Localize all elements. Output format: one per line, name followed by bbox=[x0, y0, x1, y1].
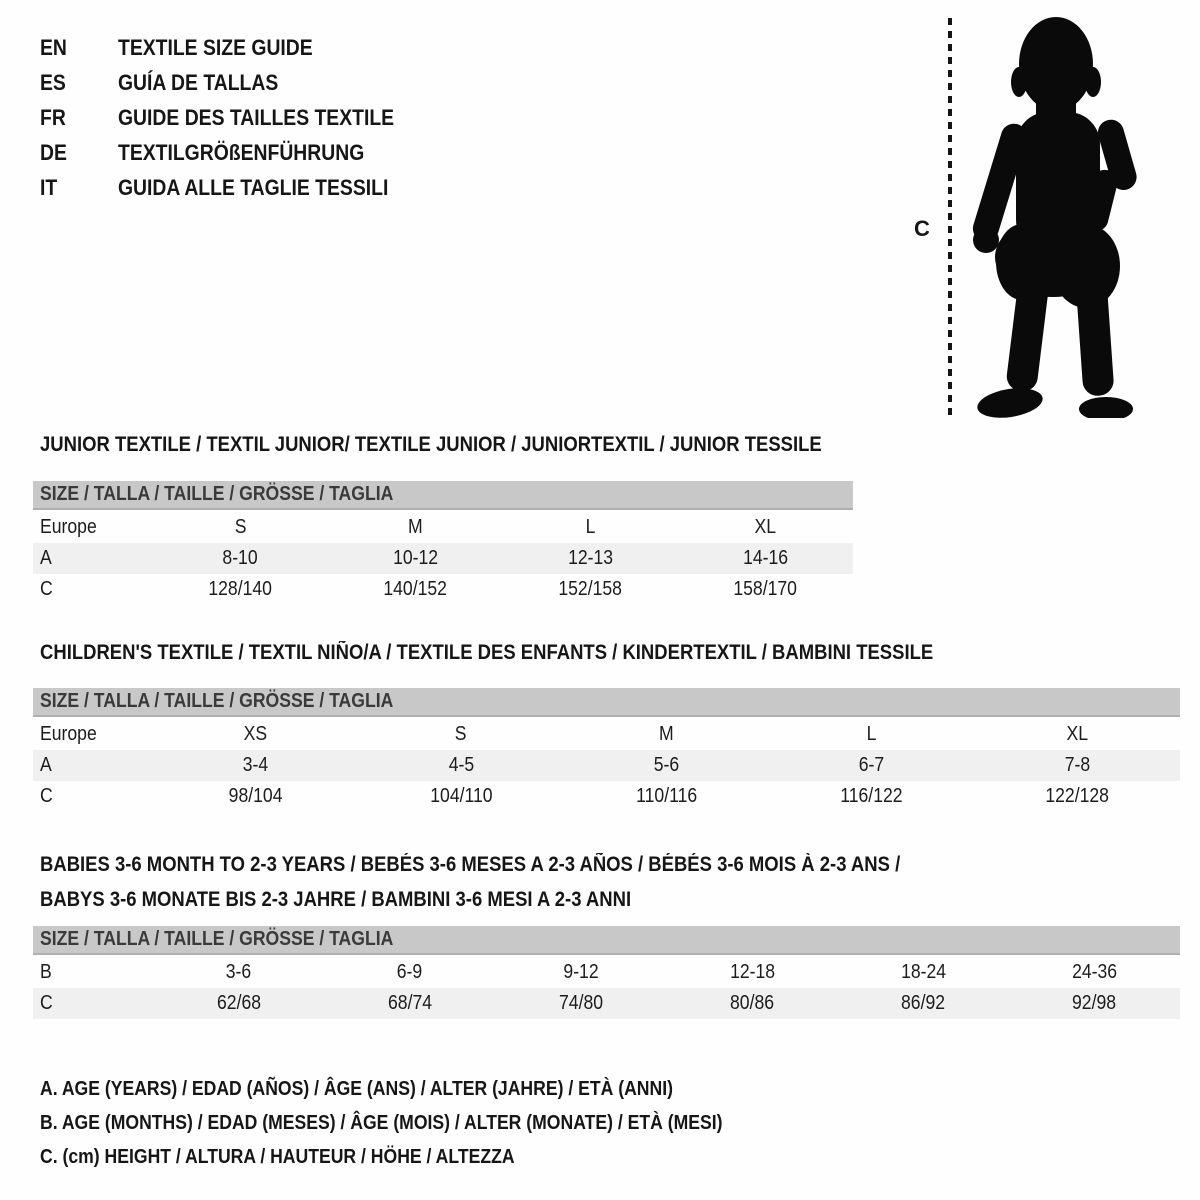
cell: 74/80 bbox=[558, 992, 603, 1014]
section-title-junior: JUNIOR TEXTILE / TEXTIL JUNIOR/ TEXTILE JUNIOR / JUNIORTEXTIL / JUNIOR TESSILE bbox=[40, 433, 822, 456]
cell: 6-7 bbox=[859, 754, 885, 776]
language-label: GUIDE DES TAILLES TEXTILE bbox=[118, 104, 395, 130]
row-label: C bbox=[40, 992, 53, 1014]
cell: L bbox=[866, 723, 877, 745]
section-title-children: CHILDREN'S TEXTILE / TEXTIL NIÑO/A / TEXTILE DES ENFANTS / KINDERTEXTIL / BAMBINI TESSILE bbox=[40, 641, 934, 664]
row-label: B bbox=[40, 961, 52, 983]
cell: 122/128 bbox=[1045, 785, 1110, 807]
baby-silhouette-icon bbox=[958, 12, 1142, 418]
size-header-band bbox=[33, 688, 1180, 717]
legend-line-a: A. AGE (YEARS) / EDAD (AÑOS) / ÂGE (ANS) / ALTER (JAHRE) / ETÀ (ANNI) bbox=[40, 1078, 673, 1100]
cell: 140/152 bbox=[383, 578, 448, 600]
babies-title-line1: BABIES 3-6 MONTH TO 2-3 YEARS / BEBÉS 3-6 MESES A 2-3 AÑOS / BÉBÉS 3-6 MOIS À 2-3 ANS / bbox=[40, 853, 901, 876]
table-row bbox=[33, 574, 853, 605]
cell: 10-12 bbox=[392, 547, 439, 569]
row-label: C bbox=[40, 785, 53, 807]
cell: L bbox=[585, 516, 596, 538]
size-header-band bbox=[33, 926, 1180, 955]
size-header-band bbox=[33, 481, 853, 510]
cell: S bbox=[234, 516, 247, 538]
cell: S bbox=[455, 723, 467, 745]
cell: 104/110 bbox=[429, 785, 493, 807]
cell: 18-24 bbox=[900, 961, 946, 983]
measure-label-c: C bbox=[914, 216, 930, 241]
table-row bbox=[33, 988, 1180, 1019]
language-code: ES bbox=[40, 69, 66, 95]
children-table bbox=[33, 688, 1180, 812]
size-header-label: SIZE / TALLA / TAILLE / GRÖSSE / TAGLIA bbox=[40, 690, 394, 712]
cell: 4-5 bbox=[448, 754, 474, 776]
cell: 12-13 bbox=[567, 547, 614, 569]
language-row bbox=[40, 135, 432, 170]
legend-line-c: C. (cm) HEIGHT / ALTURA / HAUTEUR / HÖHE / ALTEZZA bbox=[40, 1146, 515, 1168]
cell: 62/68 bbox=[216, 992, 261, 1014]
cell: 110/116 bbox=[635, 785, 697, 807]
language-row bbox=[40, 100, 432, 135]
language-label: TEXTILGRÖßENFÜHRUNG bbox=[118, 139, 365, 165]
cell: 9-12 bbox=[563, 961, 599, 983]
cell: 3-6 bbox=[225, 961, 252, 983]
size-header-label: SIZE / TALLA / TAILLE / GRÖSSE / TAGLIA bbox=[40, 483, 394, 505]
cell: 80/86 bbox=[730, 992, 775, 1014]
language-code: EN bbox=[40, 34, 67, 60]
language-label: TEXTILE SIZE GUIDE bbox=[118, 34, 313, 60]
row-label: Europe bbox=[40, 723, 97, 745]
cell: 12-18 bbox=[729, 961, 775, 983]
row-label: A bbox=[40, 754, 52, 776]
language-row bbox=[40, 170, 432, 205]
cell: XL bbox=[1066, 723, 1089, 745]
cell: XL bbox=[754, 516, 777, 538]
cell: 86/92 bbox=[901, 992, 946, 1014]
language-label: GUÍA DE TALLAS bbox=[118, 69, 279, 95]
babies-title-line2: BABYS 3-6 MONATE BIS 2-3 JAHRE / BAMBINI 3-6 MESI A 2-3 ANNI bbox=[40, 888, 632, 911]
legend bbox=[40, 1072, 816, 1174]
row-label: A bbox=[40, 547, 52, 569]
babies-table bbox=[33, 926, 1180, 1019]
cell: 6-9 bbox=[397, 961, 423, 983]
language-list bbox=[40, 30, 432, 205]
cell: 3-4 bbox=[242, 754, 269, 776]
language-row bbox=[40, 65, 432, 100]
table-row bbox=[33, 719, 1180, 750]
language-row bbox=[40, 30, 432, 65]
junior-table bbox=[33, 481, 853, 605]
legend-line-b: B. AGE (MONTHS) / EDAD (MESES) / ÂGE (MOIS) / ALTER (MONATE) / ETÀ (MESI) bbox=[40, 1112, 723, 1134]
cell: XS bbox=[243, 723, 268, 745]
table-row bbox=[33, 512, 853, 543]
cell: 24-36 bbox=[1071, 961, 1117, 983]
cell: 92/98 bbox=[1072, 992, 1117, 1014]
row-label: Europe bbox=[40, 516, 97, 538]
row-label: C bbox=[40, 578, 53, 600]
table-row bbox=[33, 957, 1180, 988]
cell: M bbox=[659, 723, 674, 745]
cell: 5-6 bbox=[653, 754, 680, 776]
cell: 7-8 bbox=[1064, 754, 1090, 776]
section-title-babies bbox=[40, 847, 1018, 917]
cell: M bbox=[408, 516, 423, 538]
language-label: GUIDA ALLE TAGLIE TESSILI bbox=[118, 174, 389, 200]
cell: 14-16 bbox=[742, 547, 789, 569]
cell: 116/122 bbox=[840, 785, 904, 807]
cell: 98/104 bbox=[228, 785, 283, 807]
language-code: DE bbox=[40, 139, 67, 165]
table-row bbox=[33, 750, 1180, 781]
table-row bbox=[33, 781, 1180, 812]
table-row bbox=[33, 543, 853, 574]
cell: 128/140 bbox=[208, 578, 273, 600]
height-measure-dashed-line bbox=[948, 18, 952, 416]
size-header-label: SIZE / TALLA / TAILLE / GRÖSSE / TAGLIA bbox=[40, 928, 394, 950]
cell: 152/158 bbox=[558, 578, 623, 600]
cell: 68/74 bbox=[387, 992, 432, 1014]
language-code: FR bbox=[40, 104, 66, 130]
cell: 8-10 bbox=[222, 547, 259, 569]
language-code: IT bbox=[40, 174, 58, 200]
cell: 158/170 bbox=[733, 578, 798, 600]
